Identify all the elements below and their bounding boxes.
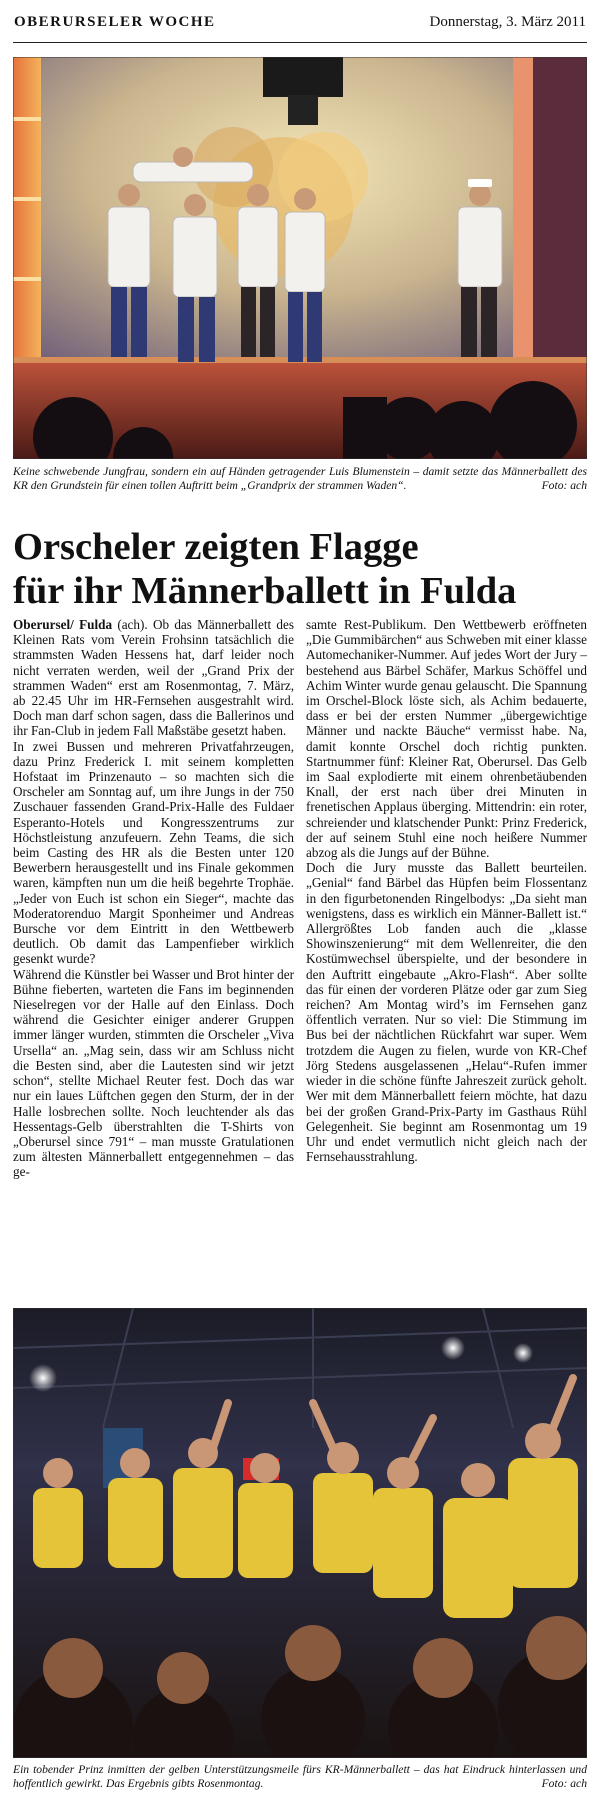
dateline: Oberursel/ Fulda [13,617,113,632]
photo-credit: Foto: ach [541,479,587,492]
article-column-right [306,617,587,1164]
article-paragraph: Während die Künstler bei Wasser und Brot hinter der Bühne fieberten, warteten die Fans im beginnenden Nieselregen vor der Halle auf den Einlass. Doch während die Gesichter einiger anderer Gruppen immer länger wurden, stimmten die Orscheler „Viva Ursella“ an. „Mag sein, dass wir am Schluss nicht die Besten sind, aber die Lautesten sind wir jetzt schon“, stellte Michael Reuter fest. Doch das war nur ein laues Lüftchen gegen den Sturm, der in der Halle losbrechen sollte. Noch leuchtender als das Hessentags-Gelb überstrahlten die T-Shirts von „Oberursel since 791“ – man musste Gratulationen zum ältesten Männerballett entgegennehmen – das ge- [13,966,294,1180]
photo-caption [13,465,587,511]
photo-caption-bottom [13,1763,587,1793]
article-paragraph [13,617,294,739]
headline-line-1: Orscheler zeigten Flagge [13,526,419,568]
paragraph-text: (ach). Ob das Männerballett des Kleinen Rats vom Verein Frohsinn tatsächlich die strammsten Waden Hessens hat, darf leider noch nicht verraten werden, weil der „Grand Prix der strammen Waden“ erst am Rosenmontag, 7. März, ab 22.45 Uhr im HR-Fernsehen ausgestrahlt wird. Doch man darf schon sagen, dass die Ballerinos und ihr Fan-Club in jedem Fall Maßstäbe gesetzt haben. [13,617,294,739]
newspaper-name: OBERURSELER WOCHE [14,14,216,30]
audience-photo [13,1308,587,1758]
article-paragraph: samte Rest-Publikum. Den Wettbewerb eröffneten „Die Gummibärchen“ aus Schweben mit einer klasse Automechaniker-Nummer. Auf jedes Wort der Jury – bestehend aus Bärbel Schäfer, Markus Schöffel und Achim Winter wurde genau gelauscht. Die Spannung im Orschel-Block löste sich, als Achim bedauerte, dass er bei der ersten Nummer „übergewichtige Männer und nackte Bäuche“ vermisst habe. Na, damit konnte Orschel doch richtig punkten. Startnummer fünf: Kleiner Rat, Oberursel. Das Gelb im Saal explodierte mit einem ohrenbetäubenden Knall, der erst nach über drei Minuten in frenetischen Applaus überging. Mittendrin: ein roter, schreiender und klatschender Punkt: Prinz Frederick, der auf seinem Stuhl eine noch heißere Nummer abzog als die Jungs auf der Bühne. [306,617,587,861]
headline-line-2: für ihr Männerballett in Fulda [13,570,517,612]
photo-credit: Foto: ach [541,1777,587,1790]
article-paragraph: Doch die Jury musste das Ballett beurteilen. „Genial“ fand Bärbel das Hüpfen beim Flossentanz in den figurbetonenden Ringelbodys: „Da sieht man wenigstens, dass es wirklich ein Männer-Ballett ist.“ Allergrößtes Lob fanden auch die „klasse Showinszenierung“ mit dem Wellenreiter, die den Kostümwechsel überspielte, und der besondere in den Auftritt eingebaute „Akro-Flash“. Aber sollte das für einen der vorderen Plätze oder gar zum Sieg reichen? Am Montag wird’s im Fernsehen ganz öffentlich verraten. Nur so viel: Die Stimmung im Bus bei der nächtlichen Rückfahrt war super. Wem trotzdem die Augen zu fielen, wurde von KR-Chef Jörg Stedens ausgelassenen „Helau“-Rufen immer wieder in die schöne fünfte Jahreszeit zurück geholt. Wer mit dem Männerballett feiern möchte, hat dazu bei der großen Grand-Prix-Party im Gasthaus Rühl Gelegenheit. Sie beginnt am Rosenmontag um 19 Uhr und endet vermutlich nicht gleich nach der Fernsehausstrahlung. [306,860,587,1165]
caption-text: Keine schwebende Jungfrau, sondern ein auf Händen getragender Luis Blumenstein – damit setzte das Männerballett des KR den Grundstein für einen tollen Auftritt beim „Grandprix der strammen Waden“. [13,465,587,492]
article-column-left [13,617,294,1180]
headline [13,525,587,613]
issue-date: Donnerstag, 3. März 2011 [429,14,586,30]
caption-text: Ein tobender Prinz inmitten der gelben Unterstützungsmeile fürs KR-Männerballett – das hat Eindruck hinterlassen und hoffentlich gewirkt. Das Ergebnis gibts Rosenmontag. [13,1763,587,1790]
masthead [13,12,587,43]
stage-photo [13,57,587,459]
article-paragraph: In zwei Bussen und mehreren Privatfahrzeugen, dazu Prinz Frederick I. mit seinem kompletten Hofstaat im Prinzenauto – so machten sich die Orscheler am Sonntag auf, um ihre Jungs in der 750 Zuschauer fassenden Grand-Prix-Halle des Fuldaer Esperanto-Hotels und Kongresszentrums zur Höchstleistung anzufeuern. Zehn Teams, die sich beim Casting des HR als die Besten unter 120 Bewerbern herausgestellt und ins Finale gekommen waren, kämpften nun um die heiß begehrte Trophäe. „Jeder von Euch ist schon ein Sieger“, machte das Moderatorenduo Margit Sponheimer und Andreas Bursche vor dem Eintritt in den Wettbewerb deutlich. Ob damit das Lampenfieber wirklich gesenkt wurde? [13,738,294,967]
